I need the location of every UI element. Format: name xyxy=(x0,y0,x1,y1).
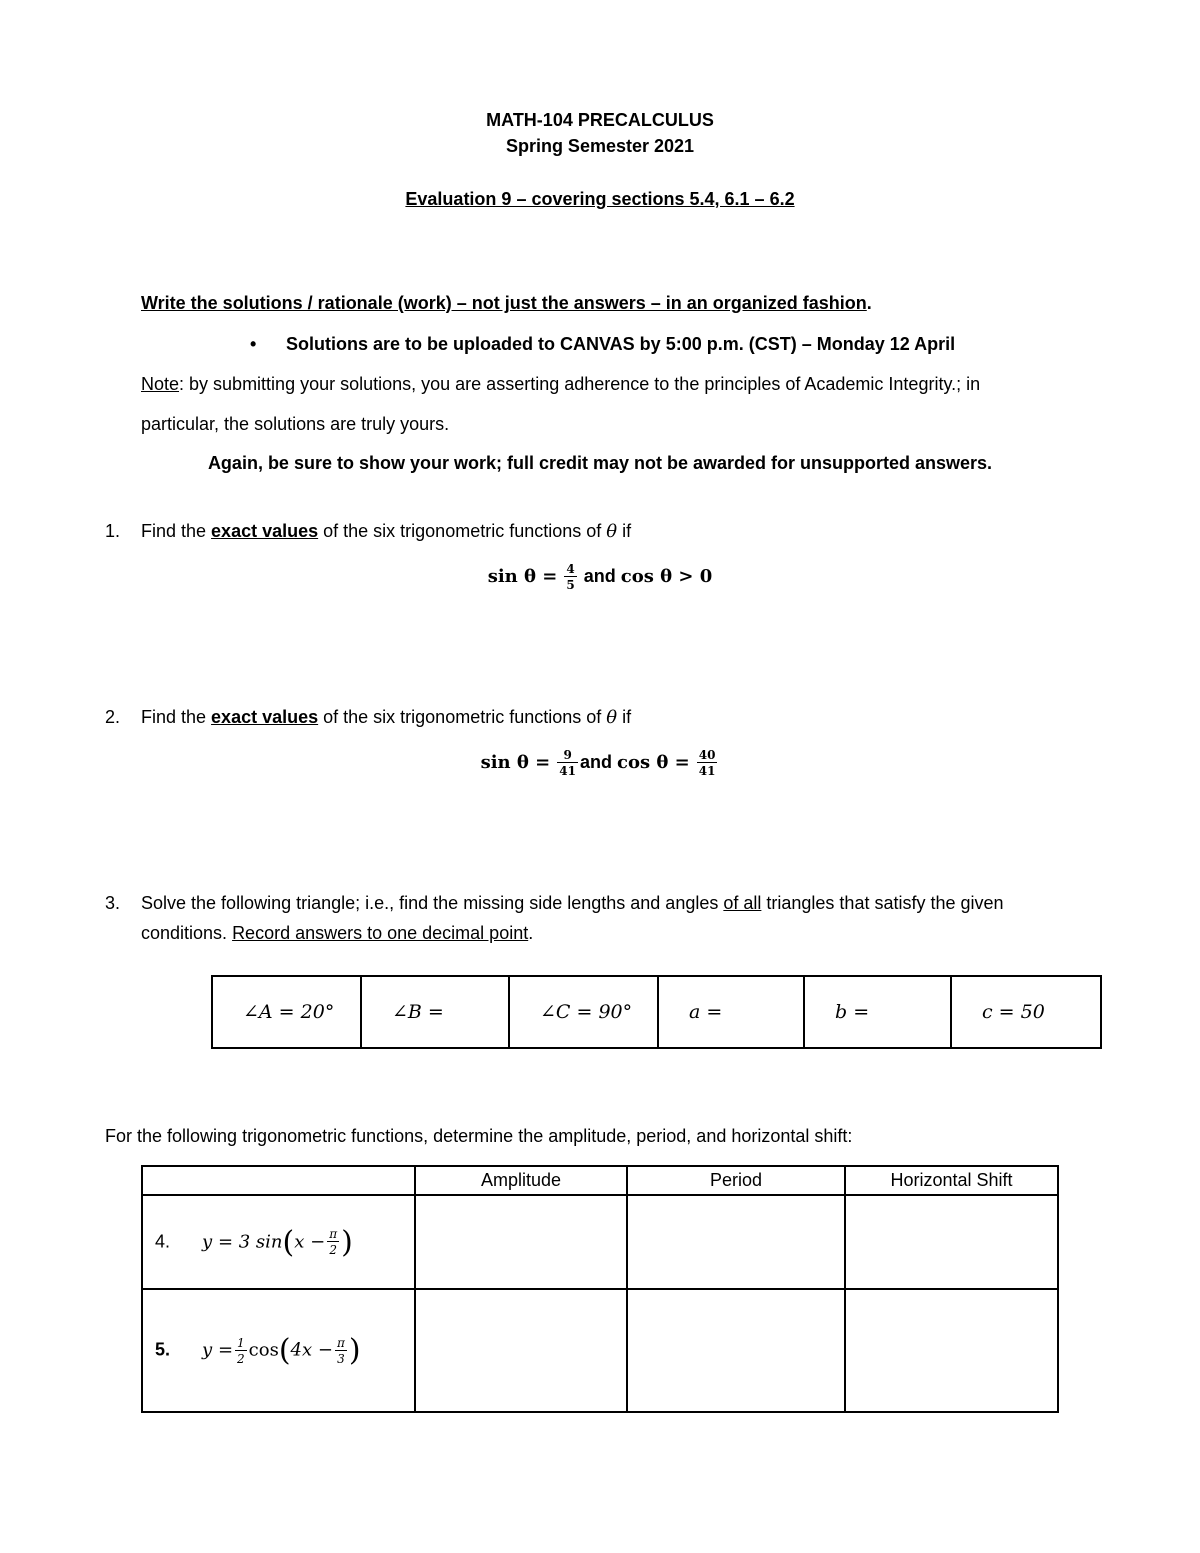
q2-fraction-1: $\frac{9}{41}$ xyxy=(559,748,576,778)
q2-fraction-2: $\frac{40}{41}$ xyxy=(698,748,716,778)
function-5-amplitude xyxy=(415,1289,627,1412)
angle-b-cell: ∠B = xyxy=(361,976,509,1048)
q2-emph: exact values xyxy=(211,707,319,727)
q2-condition xyxy=(0,749,1200,777)
q1-post: of the six trigonometric functions of xyxy=(318,521,607,541)
q2-sin-lhs: sin θ = xyxy=(480,751,551,773)
side-b-cell: b = xyxy=(804,976,951,1048)
angle-c-cell: ∠C = 90° xyxy=(509,976,658,1048)
function-4-inner: x − xyxy=(294,1230,326,1252)
note-label: Note xyxy=(141,374,180,394)
course-title: MATH-104 PRECALCULUS xyxy=(486,110,714,130)
function-4-lparen: ( xyxy=(282,1224,295,1260)
function-4-fraction: $\frac{\pi}{2}$ xyxy=(329,1227,338,1257)
show-work-warning: Again, be sure to show your work; full credit may not be awarded for unsupported answers. xyxy=(207,453,993,473)
q1-text xyxy=(141,521,631,542)
function-5-shift xyxy=(845,1289,1058,1412)
note-line-2: particular, the solutions are truly yours. xyxy=(141,414,450,434)
bullet-item xyxy=(250,334,256,355)
function-4-rparen: ) xyxy=(341,1224,353,1260)
q3-line2-pre: conditions. xyxy=(141,923,233,943)
function-row-5 xyxy=(142,1289,1058,1412)
function-4-lhs: y = 3 sin xyxy=(202,1230,283,1252)
q3-line2-post: . xyxy=(528,923,534,943)
q1-emph: exact values xyxy=(211,521,319,541)
q3-number: 3. xyxy=(105,893,121,913)
q2-and: and xyxy=(579,751,617,772)
bullet-icon: • xyxy=(250,334,257,354)
header-period: Period xyxy=(627,1166,845,1195)
function-5-lparen: ( xyxy=(278,1333,291,1368)
function-5-fraction: $\frac{\pi}{3}$ xyxy=(336,1335,345,1366)
function-4-number: 4. xyxy=(155,1230,171,1251)
q2-text xyxy=(141,707,631,728)
q2-pre: Find the xyxy=(141,707,212,727)
q1-condition xyxy=(0,563,1200,591)
q1-fraction: $\frac{4}{5}$ xyxy=(566,562,575,592)
q3-line1-emph: of all xyxy=(723,893,762,913)
evaluation-title: Evaluation 9 – covering sections 5.4, 6.1 – 6.2 xyxy=(405,189,795,209)
semester: Spring Semester 2021 xyxy=(505,136,695,156)
write-solutions-text: Write the solutions / rationale (work) – not just the answers – in an organized fashion xyxy=(141,293,867,313)
q1-sin-lhs: sin θ = xyxy=(487,565,558,587)
q3-line1-pre: Solve the following triangle; i.e., find the missing side lengths and angles xyxy=(141,893,724,913)
function-5-rparen: ) xyxy=(348,1333,361,1368)
q1-and: and xyxy=(578,565,621,586)
note-line-1 xyxy=(141,374,980,395)
function-4-amplitude xyxy=(415,1195,627,1289)
q2-post: of the six trigonometric functions of xyxy=(318,707,607,727)
write-solutions-period: . xyxy=(866,293,872,313)
q1-if: if xyxy=(617,521,632,541)
q2-number: 2. xyxy=(105,707,121,727)
function-5-coef: $\frac{1}{2}$ xyxy=(237,1335,245,1366)
q2-if: if xyxy=(617,707,632,727)
function-5-number: 5. xyxy=(155,1339,171,1360)
header-horizontal-shift: Horizontal Shift xyxy=(845,1166,1058,1195)
q1-pre: Find the xyxy=(141,521,212,541)
angle-a-cell: ∠A = 20° xyxy=(212,976,361,1048)
upload-deadline: Solutions are to be uploaded to CANVAS by 5:00 p.m. (CST) – Monday 12 April xyxy=(286,334,956,354)
triangle-table xyxy=(211,975,1102,1049)
header-blank xyxy=(142,1166,415,1195)
side-c-cell: c = 50 xyxy=(951,976,1101,1048)
q2-theta: θ xyxy=(606,707,618,728)
q2-cos-lhs: cos θ = xyxy=(616,751,690,773)
function-5-lhs: y = xyxy=(202,1339,234,1361)
function-5-cell xyxy=(142,1289,415,1412)
functions-header-row xyxy=(142,1166,1058,1195)
function-4-shift xyxy=(845,1195,1058,1289)
function-5-func: cos xyxy=(248,1339,279,1361)
function-4-period xyxy=(627,1195,845,1289)
instructions-line xyxy=(141,293,872,314)
q3-line1-post: triangles that satisfy the given xyxy=(761,893,1004,913)
function-5-period xyxy=(627,1289,845,1412)
q3-line-1 xyxy=(141,893,1004,914)
q3-line2-emph: Record answers to one decimal point xyxy=(232,923,529,943)
header-amplitude: Amplitude xyxy=(415,1166,627,1195)
functions-table xyxy=(141,1165,1059,1413)
triangle-row xyxy=(212,976,1101,1048)
q3-line-2 xyxy=(141,923,533,944)
q1-number: 1. xyxy=(105,521,121,541)
function-row-4 xyxy=(142,1195,1058,1289)
q1-cos-rhs: cos θ > 0 xyxy=(620,565,713,587)
function-5-inner: 4x − xyxy=(290,1339,333,1361)
functions-intro: For the following trigonometric functions, determine the amplitude, period, and horizontal shift: xyxy=(105,1126,853,1146)
side-a-cell: a = xyxy=(658,976,804,1048)
function-4-cell xyxy=(142,1195,415,1289)
note-text-1: : by submitting your solutions, you are asserting adherence to the principles of Academic Integrity.; in xyxy=(179,374,981,394)
q1-theta: θ xyxy=(606,521,618,542)
